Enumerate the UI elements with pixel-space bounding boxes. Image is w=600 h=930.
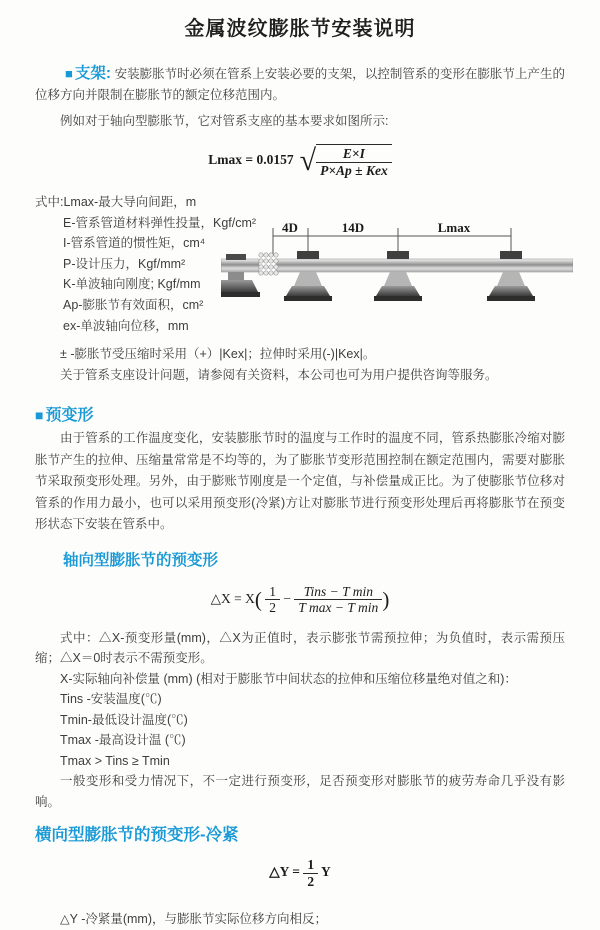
lmax-formula-prefix: Lmax = 0.0157 xyxy=(208,152,294,168)
pipe-support-diagram xyxy=(221,218,573,318)
lateral-predeform-heading: 横向型膨胀节的预变形-冷紧 xyxy=(35,826,239,845)
axial-definitions xyxy=(35,628,565,813)
pipe-left-stub xyxy=(221,259,259,272)
definition-line: 式中:Lmax-最大导向间距，m xyxy=(35,195,197,210)
predeform-paragraph: 由于管系的工作温度变化，安装膨胀节时的温度与工作时的温度不同，管系热膨胀冷缩对膨胀节产生的拉伸、压缩量常常是不均等的，为了膨胀节变形范围控制在额定范围内，需要对膨胀节采取预变形处理。另外，由于膨账节刚度是一个定值，与补偿量成正比。为了使膨胀节位移对管系的作用力最小，也可以采用预变形(冷紧)方让对膨胀节进行预变形处理后再将膨胀节在预变形状态下安装在管系中。 xyxy=(35,431,565,532)
guide-support xyxy=(487,251,535,301)
axial-line: Tmax > Tins ≥ Tmin xyxy=(60,753,170,768)
support-paragraph-text: 安装膨胀节时必须在管系上安装必要的支架，以控制管系的变形在膨胀节上产生的位移方向并限制在膨胀节的额定位移范围内。 xyxy=(35,67,565,102)
guide-support xyxy=(284,251,332,301)
delta-y-note: △Y -冷紧量(mm)，与膨胀节实际位移方向相反； xyxy=(60,912,328,927)
dim-label-4d: 4D xyxy=(282,220,298,236)
definitions-and-diagram xyxy=(35,192,565,344)
dx-half-den: 2 xyxy=(269,600,277,616)
axial-line: 式中：△X-预变形量(mm)，△X为正值时，表示膨张节需预拉伸；为负值时，表示需预压缩；△X＝0时表示不需预变形。 xyxy=(35,630,565,666)
definition-line: ex-单波轴向位移，mm xyxy=(63,318,189,333)
service-note: 关于管系支座设计问题，请参阅有关资料，本公司也可为用户提供咨询等服务。 xyxy=(60,367,498,382)
pipe-main xyxy=(276,259,573,272)
dy-den: 2 xyxy=(307,873,315,889)
delta-y-formula xyxy=(35,857,565,889)
axial-line: 一般变形和受力情况下，不一定进行预变形，足否预变形对膨胀节的疲劳寿命几乎没有影响。 xyxy=(35,774,565,809)
lmax-formula-denominator: P×Ap ± Kex xyxy=(320,162,388,178)
guide-support xyxy=(374,251,422,301)
dx-frac-den: T max − T min xyxy=(298,600,379,616)
dx-open-paren: ( xyxy=(254,587,262,612)
predeform-heading-label: 预变形 xyxy=(45,407,94,425)
dy-prefix: △Y = xyxy=(269,864,300,880)
bellows-icon xyxy=(259,253,278,275)
delta-x-formula xyxy=(35,584,565,616)
blue-square-icon: ■ xyxy=(65,66,73,81)
lmax-formula xyxy=(35,144,565,178)
dy-suffix: Y xyxy=(320,864,331,880)
page-title: 金属波纹膨胀节安装说明 xyxy=(184,18,416,40)
support-example-line: 例如对于轴向型膨胀节，它对管系支座的基本要求如图所示: xyxy=(60,114,389,128)
dx-frac-num: Tins − T min xyxy=(294,584,382,601)
definition-line: E-管系管道材料弹性投量，Kgf/cm² xyxy=(63,215,257,230)
definition-line: K-单波轴向刚度; Kgf/mm xyxy=(63,277,201,292)
definition-line: I-管系管道的惯性矩，cm⁴ xyxy=(63,236,206,251)
dx-close-paren: ) xyxy=(382,587,390,612)
predeform-heading xyxy=(35,402,565,425)
dx-minus: − xyxy=(283,590,292,606)
definition-line: Ap-膨胀节有效面积，cm² xyxy=(63,298,204,312)
axial-line: Tins -安装温度(℃) xyxy=(60,692,162,707)
support-paragraph xyxy=(35,63,565,106)
dim-label-14d: 14D xyxy=(341,220,365,236)
support-heading: 支架: xyxy=(74,65,112,82)
blue-square-icon: ■ xyxy=(35,407,44,424)
axial-line: Tmin-最低设计温度(℃) xyxy=(60,712,188,727)
lmax-formula-numerator: E×I xyxy=(316,146,392,163)
axial-line: Tmax -最高设计温 (℃) xyxy=(60,733,186,748)
dx-prefix: △X = X xyxy=(210,590,255,606)
axial-predeform-heading: 轴向型膨胀节的预变形 xyxy=(63,551,219,569)
axial-line: X-实际轴向补偿量 (mm) (相对于膨胀节中间状态的拉伸和压缩位移量绝对值之和)： xyxy=(60,671,517,686)
plus-minus-note: ± -膨胀节受压缩时采用（+）|Kex|；拉伸时采用(-)|Kex|。 xyxy=(60,347,376,362)
definition-line: P-设计压力，Kgf/mm² xyxy=(63,256,186,271)
sqrt-radical xyxy=(300,144,392,178)
radical-sign: √ xyxy=(299,144,317,178)
dim-label-lmax: Lmax xyxy=(437,220,471,236)
dy-num: 1 xyxy=(303,857,318,874)
dx-half-num: 1 xyxy=(265,584,280,601)
